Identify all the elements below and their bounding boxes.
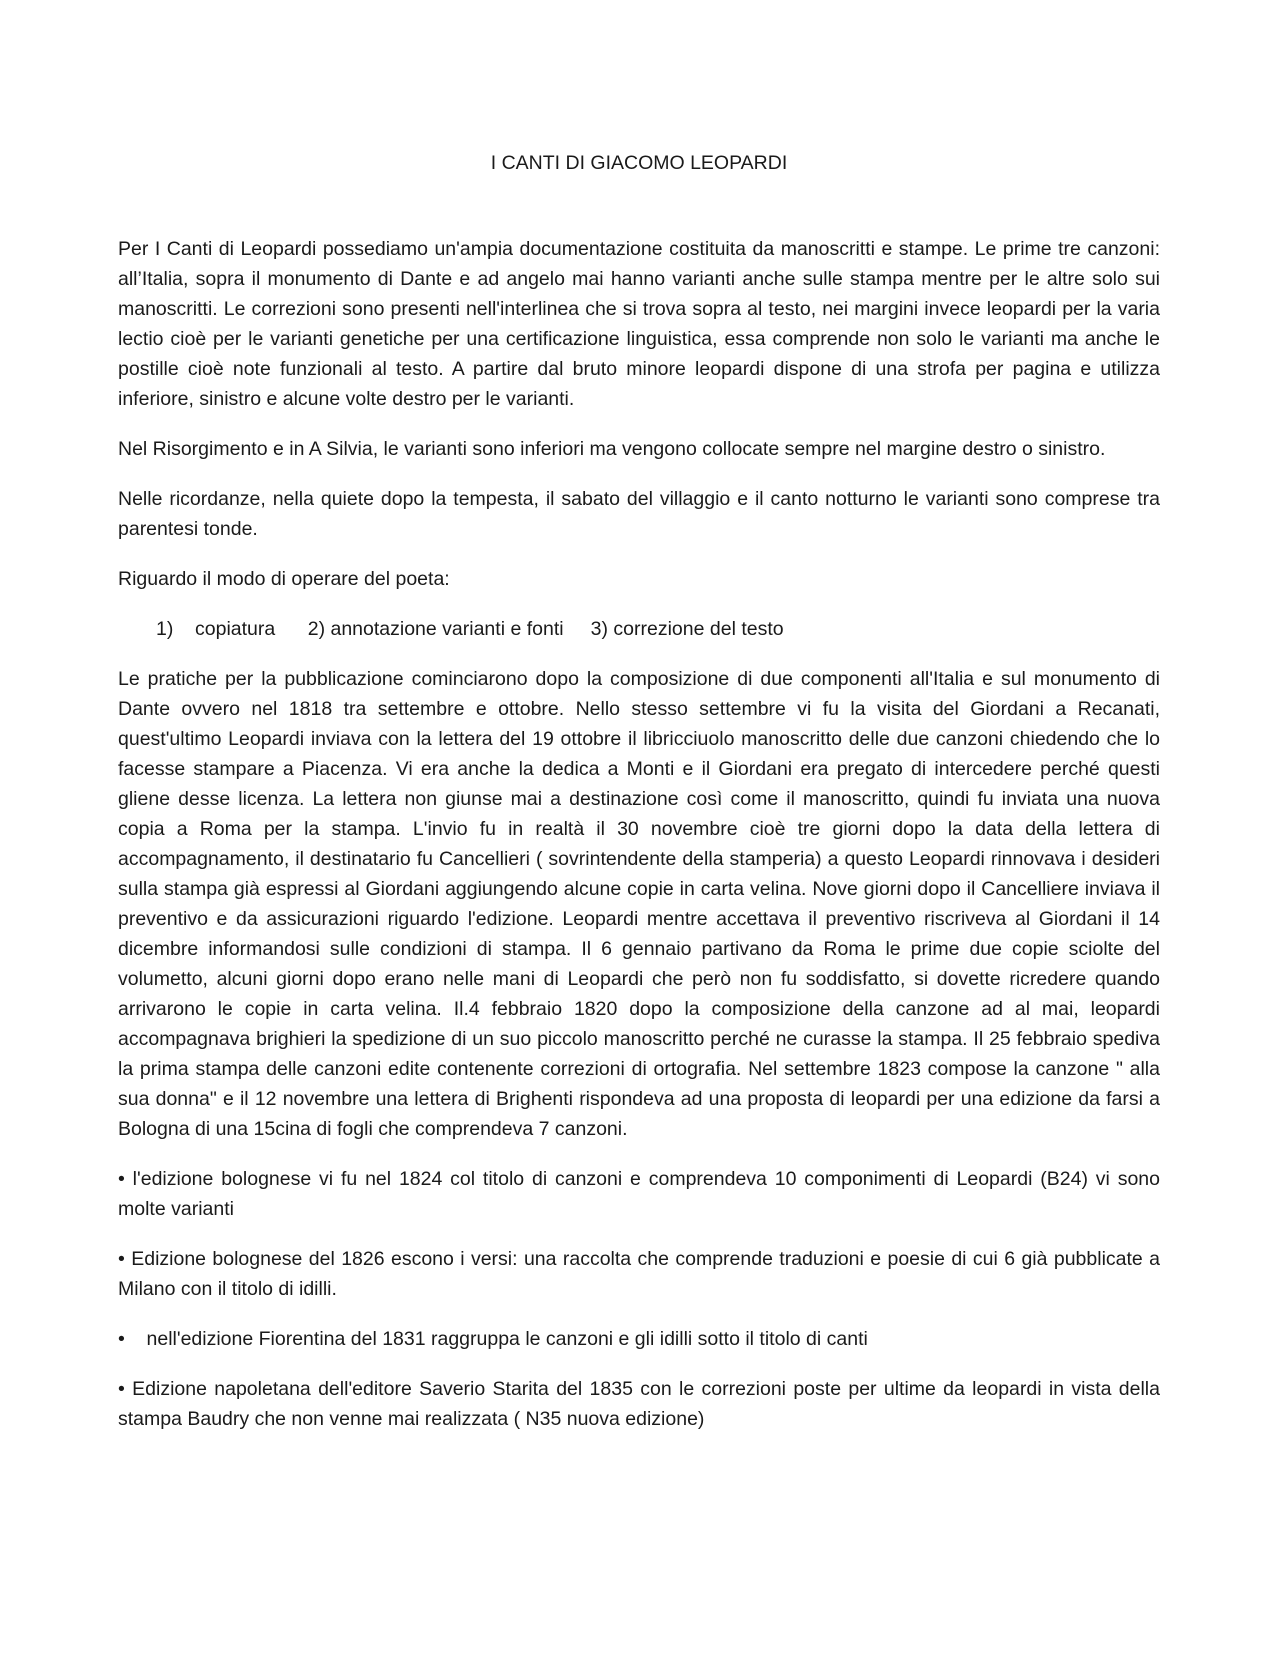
numbered-list: 1) copiatura 2) annotazione varianti e fonti 3) correzione del testo — [156, 618, 784, 640]
bullet-item-1831: • nell'edizione Fiorentina del 1831 raggruppa le canzoni e gli idilli sotto il titolo di canti — [118, 1328, 868, 1350]
paragraph-modo-operare: Riguardo il modo di operare del poeta: — [118, 568, 450, 590]
paragraph-pubblicazione: Le pratiche per la pubblicazione cominciarono dopo la composizione di due componenti all'Italia e sul monumento di Dante ovvero nel 1818 tra settembre e ottobre. Nello stesso settembre vi fu la visita del Giordani a Recanati, quest'ultimo Leopardi inviava con la lettera del 19 ottobre il libricciuolo manoscritto delle due canzoni chiedendo che lo facesse stampare a Piacenza. Vi era anche la dedica a Monti e il Giordani era pregato di intercedere perché questi gliene desse licenza. La lettera non giunse mai a destinazione così come il manoscritto, quindi fu inviata una nuova copia a Roma per la stampa. L'invio fu in realtà il 30 novembre cioè tre giorni dopo la data della lettera di accompagnamento, il destinatario fu Cancellieri ( sovrintendente della stamperia) a questo Leopardi rinnovava i desideri sulla stampa già espressi al Giordani aggiungendo alcune copie in carta velina. Nove giorni dopo il Cancelliere inviava il preventivo e da assicurazioni riguardo l'edizione. Leopardi mentre accettava il preventivo riscriveva al Giordani il 14 dicembre informandosi sulle condizioni di stampa. Il 6 gennaio partivano da Roma le prime due copie sciolte del volumetto, alcuni giorni dopo erano nelle mani di Leopardi che però non fu soddisfatto, si dovette ricredere quando arrivarono le copie in carta velina. Il.4 febbraio 1820 dopo la composizione della canzone ad al mai, leopardi accompagnava brighieri la spedizione di un suo piccolo manoscritto perché ne curasse la stampa. Il 25 febbraio spediva la prima stampa delle canzoni edite contenente correzioni di ortografia. Nel settembre 1823 compose la canzone " alla sua donna" e il 12 novembre una lettera di Brighenti rispondeva ad una proposta di leopardi per una edizione da farsi a Bologna di una 15cina di fogli che comprendeva 7 canzoni. — [118, 668, 1160, 1140]
paragraph-intro: Per I Canti di Leopardi possediamo un'ampia documentazione costituita da manoscritti e stampe. Le prime tre canzoni: all’Italia, sopra il monumento di Dante e ad angelo mai hanno varianti anche sulle stampa mentre per le altre solo sui manoscritti. Le correzioni sono presenti nell'interlinea che si trova sopra al testo, nei margini invece leopardi per la varia lectio cioè per le varianti genetiche per una certificazione linguistica, essa comprende non solo le varianti ma anche le postille cioè note funzionali al testo. A partire dal bruto minore leopardi dispone di una strofa per pagina e utilizza inferiore, sinistro e alcune volte destro per le varianti. — [118, 238, 1160, 410]
paragraph-risorgimento: Nel Risorgimento e in A Silvia, le varianti sono inferiori ma vengono collocate sempre nel margine destro o sinistro. — [118, 438, 1106, 460]
bullet-item-1824: • l'edizione bolognese vi fu nel 1824 col titolo di canzoni e comprendeva 10 componimenti di Leopardi (B24) vi sono molte varianti — [118, 1168, 1160, 1220]
document-body — [118, 148, 1160, 1454]
paragraph-ricordanze: Nelle ricordanze, nella quiete dopo la tempesta, il sabato del villaggio e il canto notturno le varianti sono comprese tra parentesi tonde. — [118, 488, 1160, 540]
bullet-item-1835: • Edizione napoletana dell'editore Saverio Starita del 1835 con le correzioni poste per ultime da leopardi in vista della stampa Baudry che non venne mai realizzata ( N35 nuova edizione) — [118, 1378, 1160, 1430]
document-title: I CANTI DI GIACOMO LEOPARDI — [490, 152, 788, 174]
bullet-item-1826: • Edizione bolognese del 1826 escono i versi: una raccolta che comprende traduzioni e poesie di cui 6 già pubblicate a Milano con il titolo di idilli. — [118, 1248, 1160, 1300]
